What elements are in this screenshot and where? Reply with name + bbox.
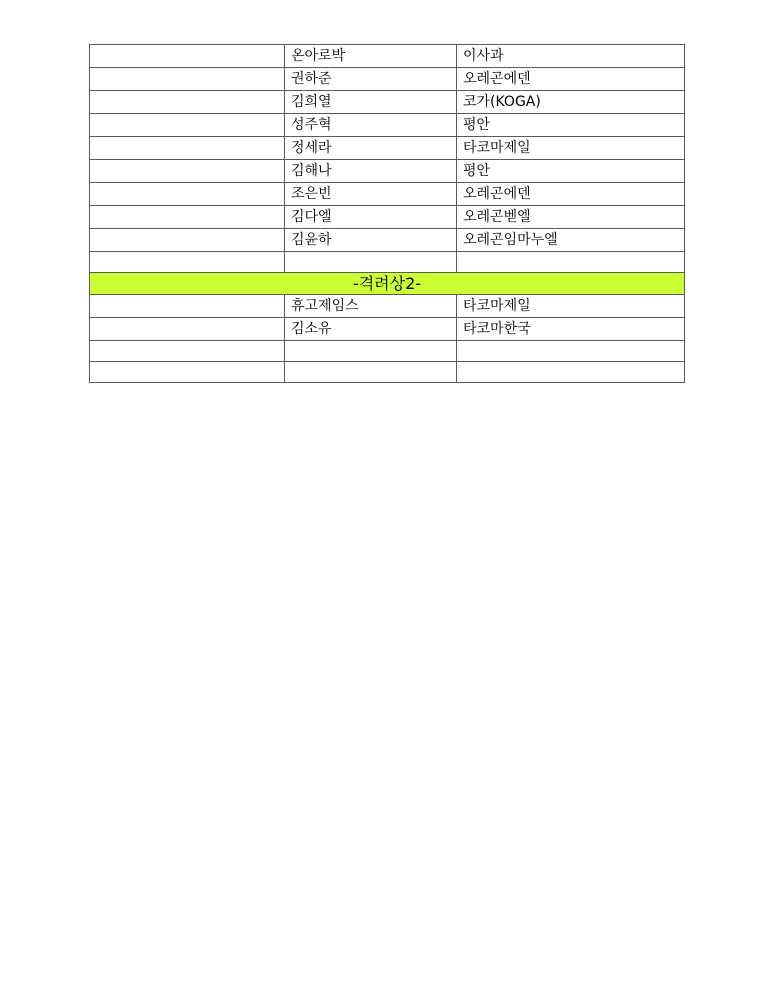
empty-cell [457, 362, 685, 383]
name-cell: 김윤하 [285, 229, 457, 252]
empty-cell [90, 114, 285, 137]
team-cell: 오레곤에덴 [457, 183, 685, 206]
team-cell: 오레곤임마누엘 [457, 229, 685, 252]
team-cell: 코가(KOGA) [457, 91, 685, 114]
empty-cell [90, 318, 285, 341]
table-row [90, 229, 685, 252]
team-cell: 타코마제일 [457, 137, 685, 160]
name-cell: 온아로박 [285, 45, 457, 68]
name-cell: 김소유 [285, 318, 457, 341]
empty-row [90, 341, 685, 362]
name-cell: 성주혁 [285, 114, 457, 137]
name-cell: 조은빈 [285, 183, 457, 206]
empty-cell [90, 295, 285, 318]
empty-row [90, 252, 685, 273]
table-row [90, 318, 685, 341]
empty-cell [90, 362, 285, 383]
empty-cell [457, 341, 685, 362]
empty-cell [90, 252, 285, 273]
table-row [90, 91, 685, 114]
empty-cell [285, 341, 457, 362]
name-cell: 휴고제임스 [285, 295, 457, 318]
empty-cell [90, 68, 285, 91]
table-row [90, 160, 685, 183]
name-cell: 김다엘 [285, 206, 457, 229]
table-row [90, 137, 685, 160]
empty-cell [90, 137, 285, 160]
empty-cell [285, 362, 457, 383]
team-cell: 오레곤에덴 [457, 68, 685, 91]
empty-cell [285, 252, 457, 273]
section-header-row [90, 273, 685, 295]
section-title: -격려상2- [90, 273, 685, 295]
name-cell: 정세라 [285, 137, 457, 160]
empty-cell [90, 229, 285, 252]
award-table [89, 44, 685, 383]
table-row [90, 68, 685, 91]
empty-cell [90, 160, 285, 183]
table-row [90, 45, 685, 68]
table-row [90, 114, 685, 137]
team-cell: 타코마제일 [457, 295, 685, 318]
empty-cell [90, 45, 285, 68]
team-cell: 이사과 [457, 45, 685, 68]
table-row [90, 206, 685, 229]
empty-cell [457, 252, 685, 273]
team-cell: 평안 [457, 160, 685, 183]
name-cell: 권하준 [285, 68, 457, 91]
table-row [90, 295, 685, 318]
empty-cell [90, 183, 285, 206]
team-cell: 타코마한국 [457, 318, 685, 341]
name-cell: 김해나 [285, 160, 457, 183]
name-cell: 김희열 [285, 91, 457, 114]
empty-cell [90, 341, 285, 362]
empty-cell [90, 91, 285, 114]
empty-row [90, 362, 685, 383]
team-cell: 평안 [457, 114, 685, 137]
empty-cell [90, 206, 285, 229]
team-cell: 오레곤벧엘 [457, 206, 685, 229]
table-row [90, 183, 685, 206]
